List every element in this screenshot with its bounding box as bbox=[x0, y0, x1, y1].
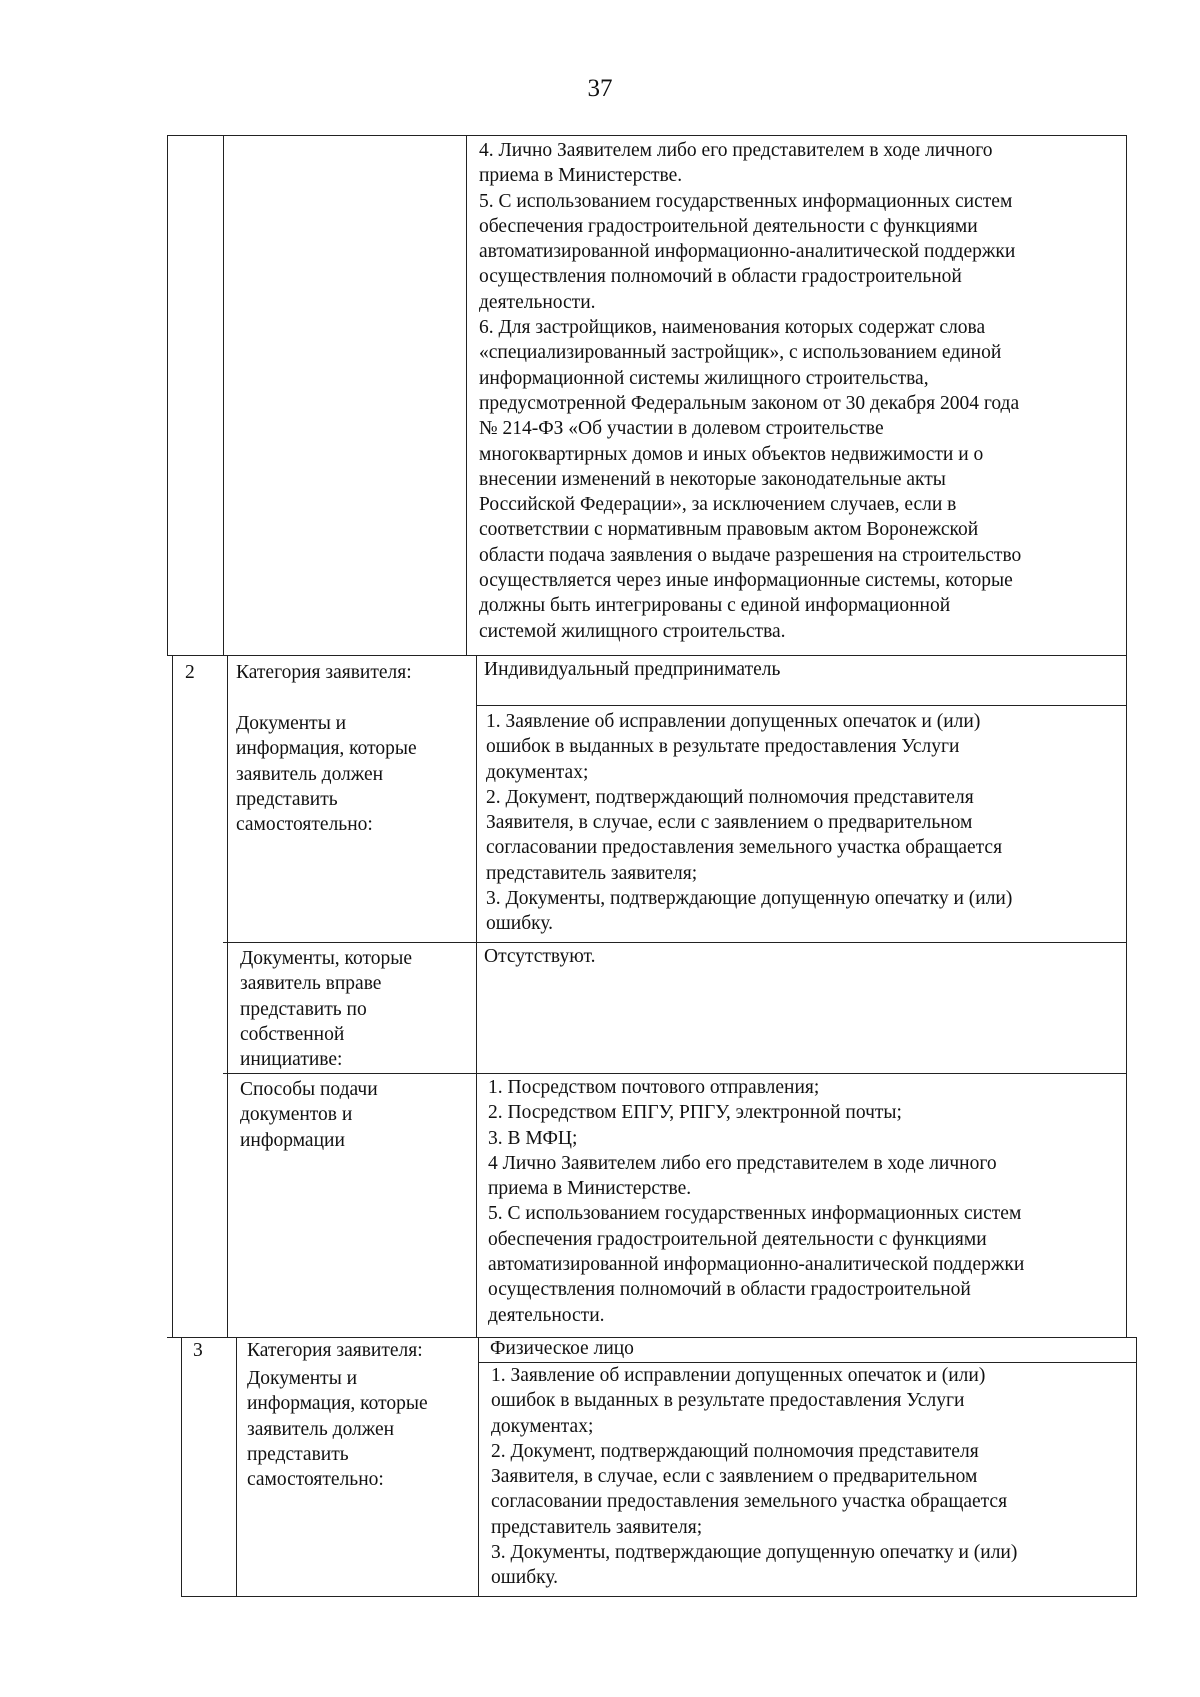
col-border bbox=[476, 655, 477, 1337]
row-3-docs-required-label: Документы и информация, которые заявитель должен представить самостоятельно: bbox=[247, 1368, 428, 1491]
col-border bbox=[478, 1337, 479, 1597]
row-2-category-value: Индивидуальный предприниматель bbox=[484, 659, 781, 680]
table-border-bottom bbox=[181, 1596, 1137, 1597]
row-2-docs-required-content: 1. Заявление об исправлении допущенных опечаток и (или) ошибок в выданных в результате предоставления Услуги документах; 2. Документ, подтверждающий полномочия представителя Заявителя, в случае, если с заявлением о предварительном согласовании предоставления земельного участка обращается представитель заявителя; 3. Документы, подтверждающие допущенную опечатку и (или) ошибку. bbox=[486, 711, 1013, 935]
col-border-right bbox=[1136, 1337, 1137, 1597]
col-border-left bbox=[172, 655, 173, 1337]
row-2-docs-optional-content: Отсутствуют. bbox=[484, 946, 596, 967]
col-border bbox=[236, 1337, 237, 1597]
col-border bbox=[227, 655, 228, 1337]
row-3-number: 3 bbox=[193, 1340, 203, 1361]
continuation-content: 4. Лично Заявителем либо его представителем в ходе личного приема в Министерстве. 5. С использованием государственных информационных систем обеспечения градостроительной деятельности с функциями автоматизированной информационно-аналитической поддержки осуществления полномочий в области градостроительной деятельности. 6. Для застройщиков, наименования которых содержат слова «специализированный застройщик», с использованием единой информационной системы жилищного строительства, предусмотренной Федеральным законом от 30 декабря 2004 года № 214-ФЗ «Об участии в долевом строительстве многоквартирных домов и иных объектов недвижимости и о внесении изменений в некоторые законодательные акты Российской Федерации», за исключением случаев, если в соответствии с нормативным правовым актом Воронежской области подача заявления о выдаче разрешения на строительство осуществляется через иные информационные системы, которые должны быть интегрированы с единой информационной системой жилищного строительства. bbox=[479, 140, 1022, 642]
col-border-right bbox=[1126, 135, 1127, 655]
col-border-left bbox=[181, 1337, 182, 1597]
row-3-category-label: Категория заявителя: bbox=[247, 1340, 423, 1361]
row-2-category-label: Категория заявителя: bbox=[236, 662, 412, 683]
row-2-number: 2 bbox=[185, 662, 195, 683]
row-2-docs-optional-label: Документы, которые заявитель вправе представить по собственной инициативе: bbox=[240, 948, 413, 1071]
col-border-left bbox=[167, 135, 168, 655]
col-border bbox=[223, 135, 224, 655]
row-3-docs-required-content: 1. Заявление об исправлении допущенных опечаток и (или) ошибок в выданных в результате предоставления Услуги документах; 2. Документ, подтверждающий полномочия представителя Заявителя, в случае, если с заявлением о предварительном согласовании предоставления земельного участка обращается представитель заявителя; 3. Документы, подтверждающие допущенную опечатку и (или) ошибку. bbox=[491, 1365, 1018, 1589]
row-2-docs-required-label: Документы и информация, которые заявитель должен представить самостоятельно: bbox=[236, 713, 417, 836]
page-number: 37 bbox=[587, 75, 613, 102]
row-2-submission-label: Способы подачи документов и информации bbox=[240, 1079, 378, 1151]
row-2-submission-content: 1. Посредством почтового отправления; 2. Посредством ЕПГУ, РПГУ, электронной почты; 3. В МФЦ; 4 Лично Заявителем либо его представителем в ходе личного приема в Министерстве. 5. С использованием государственных информационных систем обеспечения градостроительной деятельности с функциями автоматизированной информационно-аналитической поддержки осуществления полномочий в области градостроительной деятельности. bbox=[488, 1077, 1025, 1326]
row-3-category-value: Физическое лицо bbox=[490, 1338, 634, 1359]
table-border-top bbox=[167, 135, 1127, 136]
col-border bbox=[466, 135, 467, 655]
cell-separator bbox=[476, 705, 1127, 706]
